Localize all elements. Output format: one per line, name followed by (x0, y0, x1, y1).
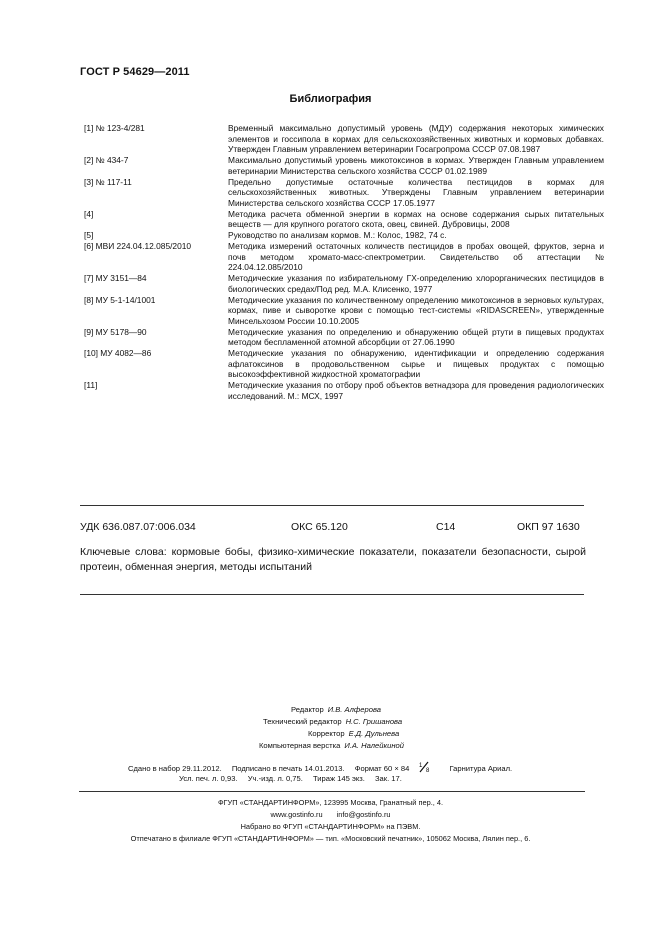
corrector-name: Е.Д. Дульнева (348, 729, 400, 738)
pub-sheets: Уч.-изд. л. 0,75. (247, 774, 303, 783)
bibliography-text: Методика расчета обменной энергии в кормах на основе содержания сырых питательных веществ — для крупного рогатого скота, овец, свиней. Дубровицы, 2008 (228, 208, 604, 229)
fraction-denominator: 8 (426, 768, 430, 773)
bibliography-item (84, 380, 604, 401)
bibliography-item (84, 209, 604, 230)
bibliography-text: Методические указания по количественному определению микотоксинов в зерновых культурах, кормах, пиве и сыворотке крови с помощью тест-системы «RIDASCREEN», утвержденные Минсельхозом России 10.10.2005 (228, 294, 604, 326)
bibliography-item (84, 327, 604, 348)
bibliography-item (84, 230, 604, 241)
divider-bottom (80, 594, 584, 595)
tech-editor-name: Н.С. Гришанова (345, 717, 403, 726)
bibliography-code: [5] (84, 230, 94, 240)
print-run: Тираж 145 экз. (312, 774, 365, 783)
imprint-line-2 (179, 774, 410, 783)
fraction-mark (417, 761, 433, 771)
c-code: С14 (436, 521, 456, 533)
order-number: Зак. 17. (374, 774, 402, 783)
layout-line (259, 741, 404, 750)
bibliography-text: Методические указания по определению и обнаружению общей ртути в пищевых продуктах методом беспламенной атомной абсорбции от 27.06.1990 (228, 326, 604, 347)
bibliography-title: Библиография (289, 93, 372, 105)
bibliography-code: [11] (84, 380, 98, 390)
bibliography-code: [2] № 434-7 (84, 155, 129, 165)
layout-name: И.А. Налейкиной (344, 741, 404, 750)
bibliography-code: [9] МУ 5178—90 (84, 326, 147, 337)
standard-code: ГОСТ Р 54629—2011 (80, 66, 190, 78)
divider-publisher (79, 791, 585, 792)
editor-name: И.В. Алферова (327, 705, 381, 714)
bibliography-item (84, 241, 604, 273)
bibliography-code: [6] МВИ 224.04.12.085/2010 (84, 241, 192, 251)
editor-line (291, 705, 381, 714)
bibliography-code: [7] МУ 3151—84 (84, 273, 147, 283)
bibliography-text: Максимально допустимый уровень микотоксинов в кормах. Утвержден Главным управлением ветеринарии Министерства сельского хозяйства СССР 01.02.1989 (228, 155, 604, 176)
bibliography-text: Методические указания по отбору проб объектов ветнадзора для проведения радиологических исследований. М.: МСХ, 1997 (228, 380, 604, 401)
bibliography-text: Временный максимально допустимый уровень (МДУ) содержания некоторых химических элементов и госсипола в кормах для сельскохозяйственных животных и кормовых добавках. Утвержден Главным управлением ветеринарии Госагропрома СССР 07.08.1987 (228, 123, 604, 154)
bibliography-item (84, 177, 604, 209)
format-prefix: Формат 60 × 84 (354, 764, 410, 773)
divider-top (80, 505, 584, 506)
printed-info: Отпечатано в филиале ФГУП «СТАНДАРТИНФОРМ» — тип. «Московский печатник», 105062 Москва, Лялин пер., 6. (130, 834, 531, 843)
publisher-email[interactable]: info@gostinfo.ru (336, 810, 391, 819)
bibliography-code: [8] МУ 5-1-14/1001 (84, 294, 156, 305)
tech-editor-line (263, 717, 402, 726)
corrector-role: Корректор (308, 729, 345, 738)
typeset-info: Набрано во ФГУП «СТАНДАРТИНФОРМ» на ПЭВМ. (240, 822, 421, 831)
bibliography-text: Предельно допустимые остаточные количества пестицидов в кормах для сельскохозяйственных животных. Утверждены Главным управлением ветеринарии Министерства сельского хозяйства СССР 17.05.1977 (228, 176, 604, 208)
tech-editor-role: Технический редактор (263, 717, 342, 726)
submitted-date: Сдано в набор 29.11.2012. (128, 764, 222, 773)
bibliography-code: [10] МУ 4082—86 (84, 348, 152, 358)
layout-role: Компьютерная верстка (259, 741, 341, 750)
bibliography-item (84, 123, 604, 155)
signed-date: Подписано в печать 14.01.2013. (231, 764, 345, 773)
bibliography-text: Методические указания по обнаружению, идентификации и определению содержания афлатоксинов в продовольственном сырье и пищевых продуктах с помощью высокоэффективной жидкостной хроматографии (228, 348, 604, 379)
bibliography-text: Руководство по анализам кормов. М.: Колос, 1982, 74 с. (228, 230, 447, 240)
bibliography-item (84, 273, 604, 294)
oks-code: ОКС 65.120 (291, 521, 348, 533)
keywords-text: кормовые бобы, физико-химические показатели, показатели безопасности, сырой протеин, обменная энергия, методы испытаний (80, 546, 586, 573)
fraction-icon (417, 761, 433, 773)
editor-role: Редактор (291, 705, 324, 714)
font-info: Гарнитура Ариал. (449, 764, 513, 773)
publisher-website[interactable]: www.gostinfo.ru (270, 810, 323, 819)
udk-code: УДК 636.087.07:006.034 (80, 521, 196, 533)
corrector-line (308, 729, 399, 738)
bibliography-code: [1] № 123-4/281 (84, 123, 145, 133)
okp-code: ОКП 97 1630 (517, 521, 580, 533)
format-info (355, 764, 442, 773)
bibliography-item (84, 348, 604, 380)
bibliography-item (84, 295, 604, 327)
fraction-numerator: 1 (419, 763, 423, 769)
bibliography-code: [4] (84, 208, 94, 219)
bibliography-text: Методика измерений остаточных количеств пестицидов в пробах овощей, фруктов, зерна и почв методом хромато-масс-спектрометрии. Свидетельство об аттестации № 224.04.12.085/2010 (228, 241, 604, 272)
bibliography-code: [3] № 117-11 (84, 176, 132, 187)
publisher-contacts (0, 810, 661, 819)
bibliography-text: Методические указания по избирательному ГХ-определению хлорорганических пестицидов в биологических средах/Под ред. М.А. Клисенко, 1977 (228, 273, 604, 294)
bibliography-list (84, 123, 604, 402)
keywords-label: Ключевые слова: (80, 546, 167, 558)
bibliography-item (84, 155, 604, 176)
imprint-line-1 (128, 761, 520, 773)
keywords-paragraph (80, 545, 586, 575)
print-sheets: Усл. печ. л. 0,93. (179, 774, 238, 783)
publisher-address: ФГУП «СТАНДАРТИНФОРМ», 123995 Москва, Гранатный пер., 4. (217, 798, 444, 807)
